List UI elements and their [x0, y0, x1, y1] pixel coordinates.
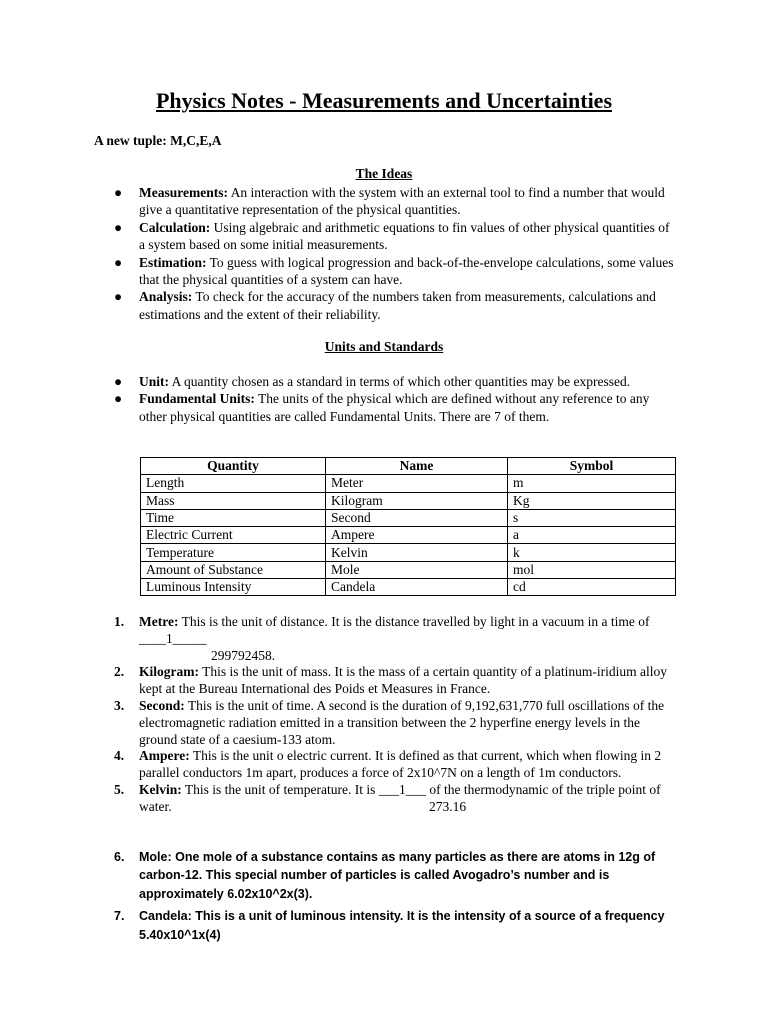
- item-term: Estimation:: [139, 254, 207, 270]
- item-term: Measurements:: [139, 185, 228, 200]
- item-term: Mole:: [139, 850, 172, 864]
- document-title: Physics Notes - Measurements and Uncertainties: [155, 88, 613, 113]
- table-cell: Amount of Substance: [141, 561, 326, 578]
- fundamental-units-table: [140, 457, 676, 596]
- table-row: [141, 509, 676, 526]
- table-cell: Luminous Intensity: [141, 579, 326, 596]
- list-item: [114, 288, 676, 323]
- item-text: To check for the accuracy of the numbers taken from measurements, calculations and estimations and the extent of their reliability.: [139, 289, 656, 322]
- bullet-icon: ●: [114, 185, 123, 200]
- ideas-heading: The Ideas: [355, 166, 413, 181]
- table-cell: a: [508, 527, 676, 544]
- table-cell: Second: [326, 509, 508, 526]
- table-cell: Electric Current: [141, 527, 326, 544]
- list-item: [114, 219, 676, 254]
- fraction-denominator: 299792458.: [211, 647, 276, 663]
- table-cell: Mass: [141, 492, 326, 509]
- table-cell: m: [508, 475, 676, 492]
- list-item: [114, 907, 676, 944]
- item-number: 3.: [114, 697, 125, 713]
- table-cell: Time: [141, 509, 326, 526]
- item-text: Using algebraic and arithmetic equations to fin values of other physical quantities of a system based on some initial measurements.: [139, 219, 670, 253]
- table-row: [141, 561, 676, 578]
- item-term: Kelvin:: [139, 781, 182, 797]
- item-number: 7.: [114, 909, 125, 924]
- table-row: [141, 492, 676, 509]
- table-cell: mol: [508, 561, 676, 578]
- table-row: [141, 544, 676, 561]
- bullet-icon: ●: [114, 254, 123, 270]
- item-term: Candela:: [139, 909, 192, 924]
- list-item: [114, 664, 676, 698]
- column-header: Symbol: [508, 458, 676, 475]
- bullet-icon: ●: [114, 219, 123, 235]
- table-cell: Length: [141, 475, 326, 492]
- item-number: 6.: [114, 850, 125, 864]
- units-heading: Units and Standards: [324, 339, 444, 354]
- item-term: Analysis:: [139, 289, 193, 305]
- item-term: Unit:: [139, 374, 169, 389]
- table-cell: Kg: [508, 492, 676, 509]
- item-number: 5.: [114, 781, 125, 797]
- item-text: One mole of a substance contains as many particles as there are atoms in 12g of carbon-12. This special number of particles is called Avogadro’s number and is approximately 6.02x10^2x(3).: [139, 850, 656, 901]
- list-item: [114, 184, 676, 219]
- table-cell: Mole: [326, 561, 508, 578]
- table-cell: k: [508, 544, 676, 561]
- list-item: [114, 390, 676, 425]
- item-number: 2.: [114, 664, 125, 680]
- item-term: Calculation:: [139, 219, 211, 235]
- list-item: [114, 748, 676, 782]
- list-item: [114, 782, 676, 816]
- item-term: Kilogram:: [139, 664, 199, 680]
- item-text: A quantity chosen as a standard in terms of which other quantities may be expressed.: [169, 374, 631, 389]
- item-text: This is the unit of mass. It is the mass of a certain quantity of a platinum-iridium alloy kept at the Bureau International des Poids et Measures in France.: [139, 664, 668, 697]
- item-number: 1.: [114, 614, 125, 629]
- table-cell: Kelvin: [326, 544, 508, 561]
- fraction-denominator: 273.16: [429, 798, 467, 814]
- list-item: [114, 254, 676, 289]
- item-text: To guess with logical progression and back-of-the-envelope calculations, some values that the physical quantities of a system can have.: [139, 254, 674, 288]
- item-text: This is the unit o electric current. It is defined as that current, which when flowing in 2 parallel conductors 1m apart, produces a force of 2x10^7N on a length of 1m conductors.: [139, 748, 662, 781]
- list-item: [114, 614, 676, 664]
- item-term: Ampere:: [139, 748, 190, 764]
- definitions-list-continued: [114, 848, 676, 944]
- list-item: [114, 698, 676, 748]
- column-header: Name: [326, 458, 508, 475]
- tuple-line: A new tuple: M,C,E,A: [94, 133, 222, 148]
- item-text: The units of the physical which are defined without any reference to any other physical quantities are called Fundamental Units. There are 7 of them.: [139, 391, 650, 424]
- table-row: [141, 527, 676, 544]
- item-text: This is a unit of luminous intensity. It is the intensity of a source of a frequency 5.40x10^1x(4): [139, 909, 665, 942]
- table-cell: Kilogram: [326, 492, 508, 509]
- bullet-icon: ●: [114, 289, 123, 305]
- table-cell: Candela: [326, 579, 508, 596]
- table-row: [141, 579, 676, 596]
- bullet-icon: ●: [114, 391, 123, 407]
- table-header-row: [141, 458, 676, 475]
- item-term: Metre:: [139, 614, 179, 629]
- bullet-icon: ●: [114, 374, 123, 389]
- list-item: [114, 848, 676, 903]
- item-text: This is the unit of temperature. It is ___1___ of the thermodynamic of the triple point of water.: [139, 781, 661, 814]
- units-list: [114, 373, 676, 425]
- ideas-list: [114, 184, 676, 323]
- table-row: [141, 475, 676, 492]
- table-cell: Meter: [326, 475, 508, 492]
- column-header: Quantity: [141, 458, 326, 475]
- item-text: This is the unit of distance. It is the distance travelled by light in a vacuum in a time of ____1_____: [139, 614, 650, 646]
- item-term: Fundamental Units:: [139, 391, 255, 407]
- table-cell: Temperature: [141, 544, 326, 561]
- list-item: [114, 373, 676, 390]
- item-number: 4.: [114, 748, 125, 764]
- item-text: An interaction with the system with an external tool to find a number that would give a quantitative representation of the physical quantities.: [139, 185, 665, 218]
- table-cell: s: [508, 509, 676, 526]
- definitions-list: [114, 614, 676, 816]
- table-cell: cd: [508, 579, 676, 596]
- item-term: Second:: [139, 697, 185, 713]
- item-text: This is the unit of time. A second is the duration of 9,192,631,770 full oscillations of the electromagnetic radiation emitted in a transition between the 2 hyperfine energy levels in the ground state of a caesium-133 atom.: [139, 697, 665, 747]
- table-cell: Ampere: [326, 527, 508, 544]
